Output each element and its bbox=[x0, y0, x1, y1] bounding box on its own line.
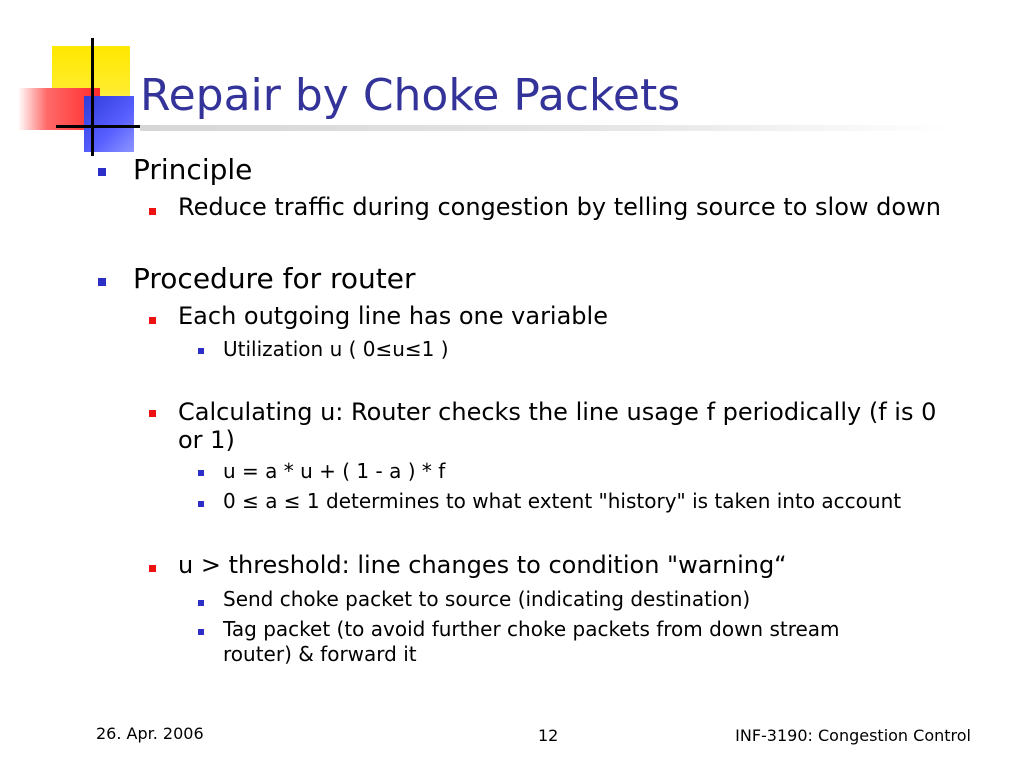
bullet-threshold: u > threshold: line changes to condition "warning“ bbox=[178, 551, 787, 579]
bullet-level1 bbox=[98, 278, 106, 286]
bullet-level3 bbox=[198, 348, 204, 354]
bullet-principle: Principle bbox=[133, 153, 253, 186]
bullet-history: 0 ≤ a ≤ 1 determines to what extent "history" is taken into account bbox=[223, 489, 902, 513]
bullet-tag-line1: Tag packet (to avoid further choke packets from down stream bbox=[223, 617, 840, 641]
slide-title: Repair by Choke Packets bbox=[140, 70, 681, 121]
bullet-level3 bbox=[198, 470, 204, 476]
template-logo-decoration bbox=[0, 0, 150, 160]
bullet-procedure: Procedure for router bbox=[133, 262, 416, 295]
bullet-tag-line2: router) & forward it bbox=[223, 642, 417, 666]
logo-vertical-line bbox=[91, 38, 94, 156]
bullet-level1 bbox=[98, 168, 106, 176]
bullet-calculating-line2: or 1) bbox=[178, 426, 235, 454]
bullet-calculating-line1: Calculating u: Router checks the line usage f periodically (f is 0 bbox=[178, 398, 937, 426]
bullet-level3 bbox=[198, 501, 204, 507]
bullet-level2 bbox=[149, 208, 156, 215]
footer-date: 26. Apr. 2006 bbox=[96, 724, 204, 743]
bullet-formula: u = a * u + ( 1 - a ) * f bbox=[223, 459, 446, 483]
bullet-level2 bbox=[149, 565, 156, 572]
title-underline bbox=[140, 125, 950, 131]
footer-course: INF-3190: Congestion Control bbox=[735, 726, 971, 745]
bullet-each-line: Each outgoing line has one variable bbox=[178, 302, 608, 330]
bullet-utilization: Utilization u ( 0≤u≤1 ) bbox=[223, 337, 449, 361]
bullet-level3 bbox=[198, 629, 204, 635]
bullet-level3 bbox=[198, 600, 204, 606]
bullet-level2 bbox=[149, 317, 156, 324]
bullet-send-choke: Send choke packet to source (indicating destination) bbox=[223, 587, 751, 611]
bullet-level2 bbox=[149, 410, 156, 417]
bullet-reduce-traffic: Reduce traffic during congestion by telling source to slow down bbox=[178, 193, 941, 221]
footer-page-number: 12 bbox=[538, 726, 559, 745]
logo-horizontal-line bbox=[56, 125, 146, 128]
